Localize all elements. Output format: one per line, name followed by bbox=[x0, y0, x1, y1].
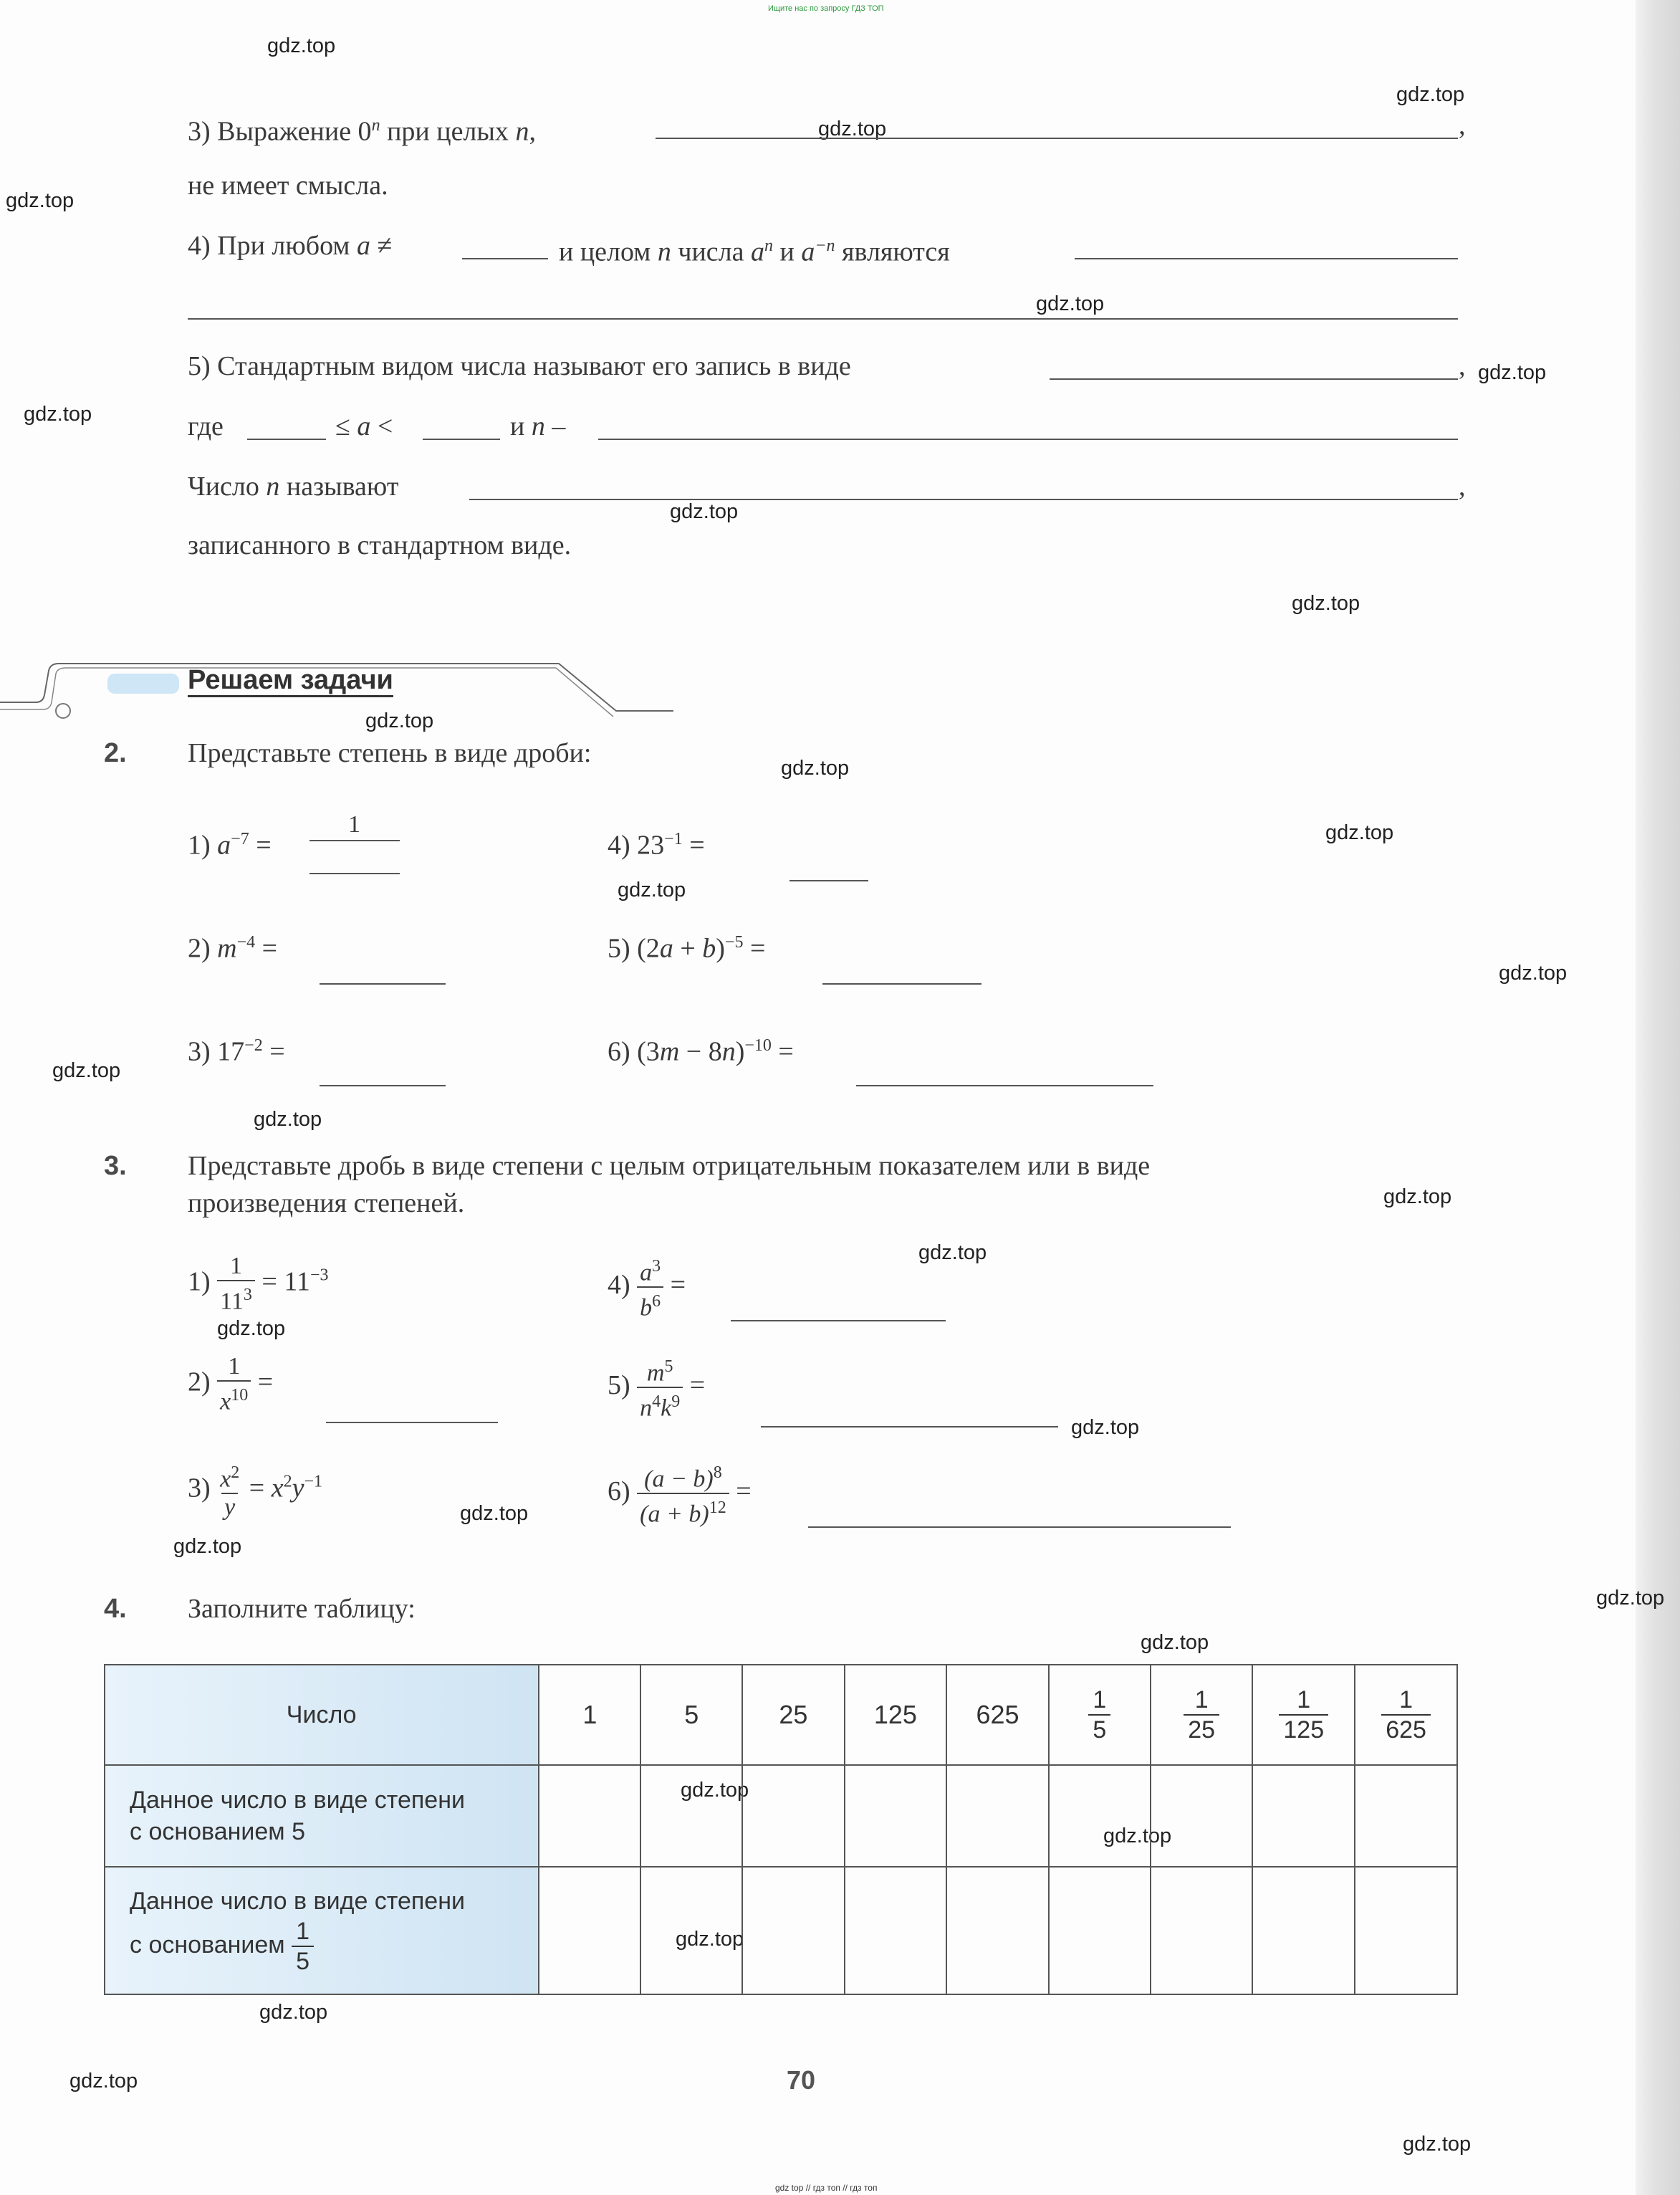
table-cell[interactable] bbox=[1151, 1867, 1252, 1994]
table-cell[interactable] bbox=[1252, 1867, 1355, 1994]
task-4-text: Заполните таблицу: bbox=[188, 1594, 416, 1624]
comma: , bbox=[1459, 472, 1466, 502]
table-header-cell: 625 bbox=[946, 1665, 1049, 1765]
task-2-item-6: 6) $(3m - 8n)^{-10}$ = bbox=[608, 1036, 794, 1067]
number-n-text: Число n называют bbox=[188, 472, 399, 502]
task-2-item-2: 2) $m^{-4}$ = bbox=[188, 933, 278, 964]
table-header-cell: 25 bbox=[742, 1665, 844, 1765]
task-3-item-6: 6) $\frac{(a - b)^8}{(a + b)^{12}}$ = bbox=[608, 1463, 752, 1528]
table-row bbox=[105, 1765, 1457, 1867]
watermark-29: gdz.top bbox=[69, 2070, 138, 2093]
intro-item-5-range: ≤ a < bbox=[335, 411, 393, 441]
answer-line[interactable] bbox=[598, 439, 1458, 440]
task-2-item-3: 3) $17^{-2}$ = bbox=[188, 1036, 285, 1067]
intro-item-4-end: и целом n числа $a^n$ и $a^{-n}$ являются bbox=[559, 236, 950, 267]
intro-item-3: 3) Выражение 0$^n$ при целых n, bbox=[188, 116, 536, 147]
task-2-item-1-answer-numerator: 1 bbox=[348, 811, 360, 838]
watermark-8: gdz.top bbox=[670, 500, 739, 523]
table-header-cell: $\frac{1}{625}$ bbox=[1355, 1665, 1457, 1765]
watermark-4: gdz.top bbox=[6, 189, 75, 212]
answer-line[interactable] bbox=[326, 1422, 498, 1423]
fill-table bbox=[104, 1664, 1458, 1995]
task-2-item-5: 5) $(2a + b)^{-5}$ = bbox=[608, 933, 766, 964]
page-edge-shadow bbox=[1636, 0, 1680, 2195]
answer-line[interactable] bbox=[320, 1085, 446, 1086]
table-header-cell: 5 bbox=[640, 1665, 742, 1765]
answer-line[interactable] bbox=[1075, 258, 1458, 259]
row-label: Данное число в виде степени с основанием $\frac{1}{5}$ bbox=[105, 1867, 539, 1994]
intro-item-5-where: где bbox=[188, 411, 224, 441]
answer-line[interactable] bbox=[731, 1320, 946, 1321]
answer-line[interactable] bbox=[423, 439, 500, 440]
table-cell[interactable] bbox=[1355, 1867, 1457, 1994]
task-2-item-4: 4) $23^{-1}$ = bbox=[608, 830, 705, 861]
number-n-line2: записанного в стандартном виде. bbox=[188, 530, 572, 560]
watermark-24: gdz.top bbox=[1141, 1631, 1209, 1654]
task-3-item-3: 3) $\frac{x^2}{y}$ = $x^2y^{-1}$ bbox=[188, 1463, 322, 1521]
watermark-25: gdz.top bbox=[681, 1779, 749, 1802]
table-row bbox=[105, 1867, 1457, 1994]
task-3-number: 3. bbox=[104, 1151, 127, 1181]
watermark-21: gdz.top bbox=[460, 1502, 529, 1525]
comma: , bbox=[1459, 351, 1466, 381]
watermark-12: gdz.top bbox=[1325, 821, 1394, 844]
watermark-27: gdz.top bbox=[676, 1928, 744, 1951]
watermark-6: gdz.top bbox=[1478, 361, 1547, 384]
table-cell[interactable] bbox=[946, 1867, 1049, 1994]
answer-line[interactable] bbox=[789, 880, 868, 881]
watermark-3: gdz.top bbox=[818, 118, 887, 140]
table-header-cell: $\frac{1}{25}$ bbox=[1151, 1665, 1252, 1765]
answer-line[interactable] bbox=[462, 258, 548, 259]
watermark-11: gdz.top bbox=[781, 757, 850, 780]
watermark-2: gdz.top bbox=[1396, 83, 1465, 106]
bottom-watermark: gdz top // гдз топ // гдз топ bbox=[775, 2183, 878, 2193]
task-3-item-4: 4) $\frac{a^3}{b^6}$ = bbox=[608, 1257, 686, 1321]
answer-line[interactable] bbox=[1050, 378, 1458, 380]
watermark-20: gdz.top bbox=[1071, 1416, 1140, 1439]
table-cell[interactable] bbox=[845, 1765, 947, 1867]
section-title: Решаем задачи bbox=[188, 665, 393, 697]
table-header-cell: 1 bbox=[539, 1665, 640, 1765]
table-cell[interactable] bbox=[539, 1765, 640, 1867]
watermark-17: gdz.top bbox=[1383, 1185, 1452, 1208]
watermark-10: gdz.top bbox=[365, 709, 434, 732]
table-cell[interactable] bbox=[640, 1867, 742, 1994]
watermark-30: gdz.top bbox=[1403, 2133, 1472, 2156]
watermark-15: gdz.top bbox=[52, 1059, 121, 1082]
table-cell[interactable] bbox=[1049, 1867, 1151, 1994]
answer-line[interactable] bbox=[761, 1426, 1058, 1428]
page-number: 70 bbox=[787, 2065, 816, 2095]
task-2-number: 2. bbox=[104, 738, 127, 768]
answer-line[interactable] bbox=[822, 983, 981, 985]
table-cell[interactable] bbox=[845, 1867, 947, 1994]
comma: , bbox=[1459, 110, 1466, 140]
watermark-9: gdz.top bbox=[1292, 592, 1360, 615]
task-3-text-line2: произведения степеней. bbox=[188, 1188, 465, 1218]
task-3-item-1: 1) $\frac{1}{11^3}$ = $11^{-3}$ bbox=[188, 1253, 329, 1315]
table-header-cell: $\frac{1}{5}$ bbox=[1049, 1665, 1151, 1765]
top-watermark: Ищите нас по запросу ГДЗ ТОП bbox=[768, 4, 884, 13]
answer-line[interactable] bbox=[320, 983, 446, 985]
task-2-text: Представьте степень в виде дроби: bbox=[188, 738, 592, 768]
table-header-row bbox=[105, 1665, 1457, 1765]
watermark-22: gdz.top bbox=[173, 1535, 242, 1558]
watermark-5: gdz.top bbox=[1036, 292, 1105, 315]
watermark-26: gdz.top bbox=[1103, 1825, 1172, 1847]
answer-line[interactable] bbox=[309, 873, 400, 874]
watermark-16: gdz.top bbox=[254, 1108, 322, 1131]
task-2-item-1: 1) $a^{-7}$ = bbox=[188, 830, 272, 861]
answer-line[interactable] bbox=[656, 138, 1458, 139]
answer-line[interactable] bbox=[808, 1526, 1231, 1528]
watermark-18: gdz.top bbox=[918, 1241, 987, 1264]
intro-item-5: 5) Стандартным видом числа называют его запись в виде bbox=[188, 351, 851, 381]
task-3-item-5: 5) $\frac{m^5}{n^4k^9}$ = bbox=[608, 1357, 706, 1422]
table-cell[interactable] bbox=[946, 1765, 1049, 1867]
table-cell[interactable] bbox=[742, 1867, 844, 1994]
watermark-1: gdz.top bbox=[267, 34, 336, 57]
watermark-23: gdz.top bbox=[1596, 1587, 1665, 1610]
task-3-text-line1: Представьте дробь в виде степени с целым отрицательным показателем или в виде bbox=[188, 1151, 1151, 1181]
watermark-7: gdz.top bbox=[24, 403, 92, 426]
table-header-cell: $\frac{1}{125}$ bbox=[1252, 1665, 1355, 1765]
table-header-cell: 125 bbox=[845, 1665, 947, 1765]
answer-line[interactable] bbox=[247, 439, 326, 440]
intro-item-3-line2: не имеет смысла. bbox=[188, 171, 388, 201]
row-label: Данное число в виде степени с основанием 5 bbox=[105, 1765, 539, 1867]
answer-line[interactable] bbox=[469, 499, 1458, 500]
watermark-14: gdz.top bbox=[1499, 962, 1568, 985]
task-4-number: 4. bbox=[104, 1594, 127, 1624]
intro-item-5-n: и n – bbox=[510, 411, 566, 441]
fraction-bar[interactable] bbox=[309, 840, 400, 841]
answer-line[interactable] bbox=[188, 318, 1458, 320]
table-cell[interactable] bbox=[1049, 1765, 1151, 1867]
watermark-19: gdz.top bbox=[217, 1317, 286, 1340]
table-cell[interactable] bbox=[640, 1765, 742, 1867]
intro-item-4-start: 4) При любом a ≠ bbox=[188, 231, 393, 261]
watermark-13: gdz.top bbox=[618, 879, 686, 902]
table-cell[interactable] bbox=[539, 1867, 640, 1994]
table-header-label: Число bbox=[105, 1665, 539, 1765]
table-cell[interactable] bbox=[1355, 1765, 1457, 1867]
table-cell[interactable] bbox=[1151, 1765, 1252, 1867]
table-cell[interactable] bbox=[1252, 1765, 1355, 1867]
answer-line[interactable] bbox=[856, 1085, 1153, 1086]
task-3-item-2: 2) $\frac{1}{x^{10}}$ = bbox=[188, 1353, 274, 1415]
watermark-28: gdz.top bbox=[259, 2001, 328, 2024]
table-cell[interactable] bbox=[742, 1765, 844, 1867]
